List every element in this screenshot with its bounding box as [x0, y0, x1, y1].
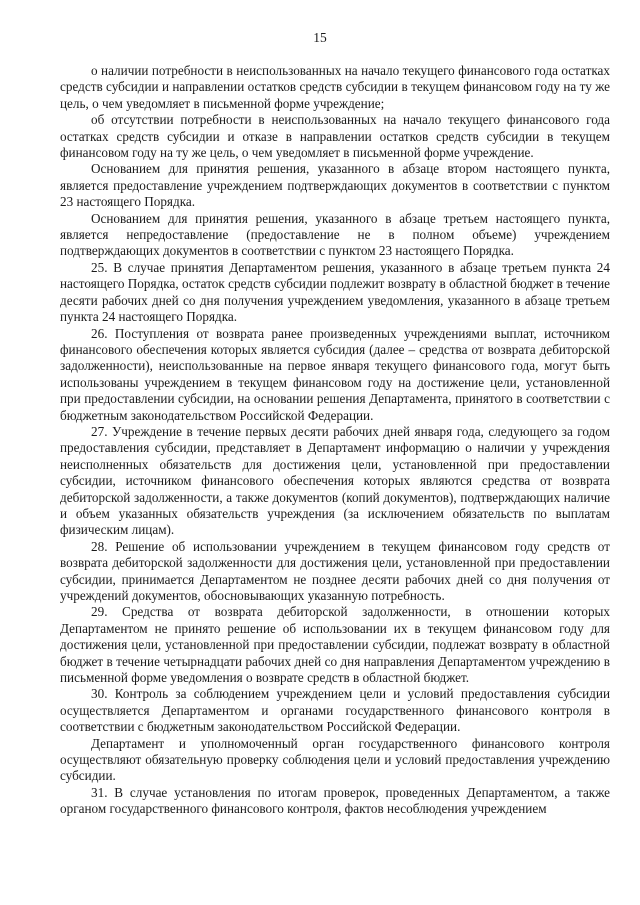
paragraph-clause-25: 25. В случае принятия Департаментом решения, указанного в абзаце третьем пункта 24 настоящего Порядка, остаток средств субсидии подлежит возврату в областной бюджет в течение десяти рабочих дней со дня получения учреждением уведомления, указанного в абзаце третьем пункта 24 настоящего Порядка. — [60, 259, 610, 325]
paragraph-clause-27: 27. Учреждение в течение первых десяти рабочих дней января года, следующего за годом предоставления субсидии, представляет в Департамент информацию о наличии у учреждения неисполненных обязательств для достижения цели, установленной при предоставлении субсидии, источником финансового обеспечения которых являются средства от возврата дебиторской задолженности, а также документов (копий документов), подтверждающих наличие и объем указанных обязательств учреждения (за исключением обязательств по выплатам физическим лицам). — [60, 423, 610, 538]
paragraph-clause-29: 29. Средства от возврата дебиторской задолженности, в отношении которых Департаментом не принято решение об использовании их в текущем финансовом году для достижения цели, установленной при предоставлении субсидии, подлежат возврату в областной бюджет в течение четырнадцати рабочих дней со дня направления Департаментом учреждению в письменной форме уведомления о возврате средств в областной бюджет. — [60, 604, 610, 686]
paragraph-clause-26: 26. Поступления от возврата ранее произведенных учреждениями выплат, источником финансового обеспечения которых является субсидия (далее – средства от возврата дебиторской задолженности), неиспользованные на первое января текущего финансового года, могут быть использованы учреждением в текущем финансовом году на достижение цели, установленной при предоставлении субсидии, на основании решения Департамента, принятого в соответствии с бюджетным законодательством Российской Федерации. — [60, 325, 610, 423]
paragraph-basis-for-decision-third: Основанием для принятия решения, указанного в абзаце третьем настоящего пункта, является непредоставление (предоставление не в полном объеме) учреждением подтверждающих документов в соответствии с пунктом 23 настоящего Порядка. — [60, 210, 610, 259]
document-body — [60, 63, 610, 818]
paragraph-basis-for-decision-second: Основанием для принятия решения, указанного в абзаце втором настоящего пункта, является предоставление учреждением подтверждающих документов в соответствии с пунктом 23 настоящего Порядка. — [60, 161, 610, 210]
paragraph-mandatory-inspection: Департамент и уполномоченный орган государственного финансового контроля осуществляют обязательную проверку соблюдения цели и условий предоставления учреждению субсидии. — [60, 735, 610, 784]
paragraph-clause-31: 31. В случае установления по итогам проверок, проведенных Департаментом, а также органом государственного финансового контроля, фактов несоблюдения учреждением — [60, 784, 610, 817]
page-number: 15 — [313, 30, 327, 45]
paragraph-need-for-remaining-funds: о наличии потребности в неиспользованных на начало текущего финансового года остатках средств субсидии и направлении остатков средств субсидии в текущем финансовом году на ту же цель, о чем уведомляет в письменной форме учреждение; — [60, 63, 610, 111]
paragraph-clause-30: 30. Контроль за соблюдением учреждением цели и условий предоставления субсидии осуществляется Департаментом и органами государственного финансового контроля в соответствии с бюджетным законодательством Российской Федерации. — [60, 686, 610, 735]
paragraph-clause-28: 28. Решение об использовании учреждением в текущем финансовом году средств от возврата дебиторской задолженности для достижения цели, установленной при предоставлении субсидии, принимается Департаментом не позднее десяти рабочих дней со дня получения от учреждений документов, обосновывающих указанную потребность. — [60, 538, 610, 603]
paragraph-no-need-for-remaining-funds: об отсутствии потребности в неиспользованных на начало текущего финансового года остатках средств субсидии и отказе в направлении остатков средств субсидии в текущем финансовом году на ту же цель, о чем уведомляет в письменной форме учреждение. — [60, 112, 610, 161]
